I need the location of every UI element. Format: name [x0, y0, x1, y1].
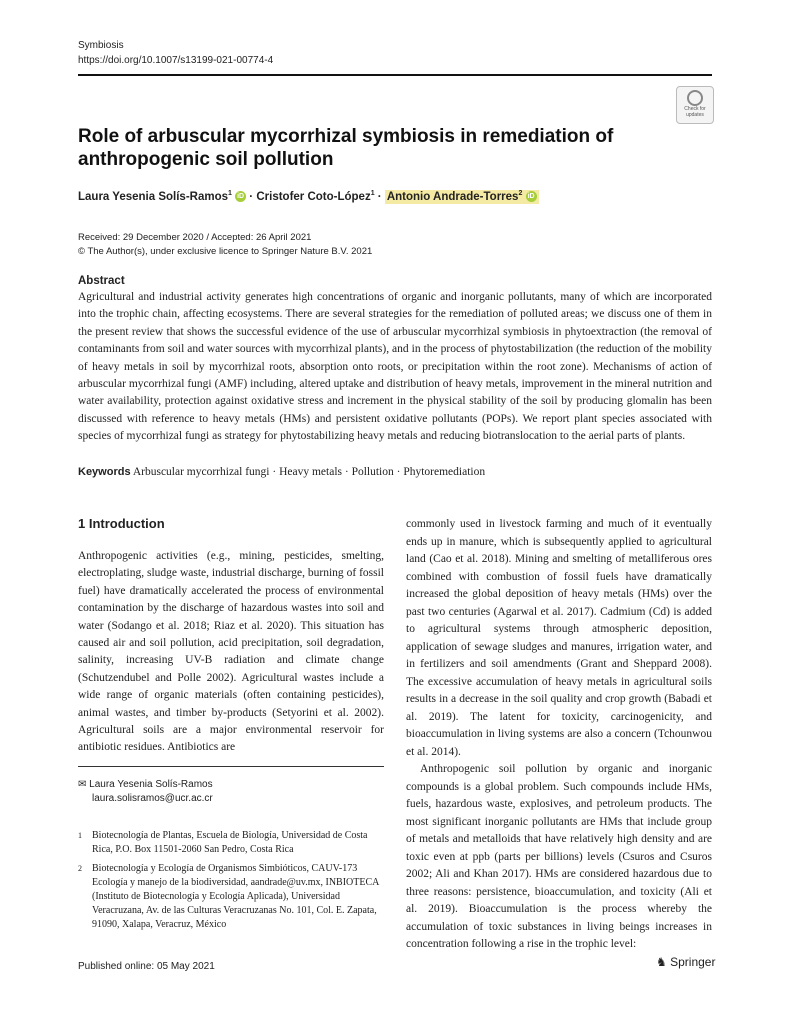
header-rule — [78, 74, 712, 76]
section-heading-introduction: 1 Introduction — [78, 516, 165, 531]
affiliation-1 — [78, 829, 384, 857]
check-for-updates-button[interactable] — [676, 86, 714, 124]
orcid-icon[interactable]: iD — [237, 193, 245, 201]
affiliation-text: Biotecnología de Plantas, Escuela de Biología, Universidad de Costa Rica, P.O. Box 11501-2060 San Pedro, Costa Rica — [92, 830, 368, 855]
envelope-icon: ✉ — [78, 779, 87, 790]
received-accepted-dates: Received: 29 December 2020 / Accepted: 26 April 2021 — [78, 232, 312, 243]
author-affiliation-number: 1 — [228, 190, 232, 197]
author-highlighted[interactable] — [385, 190, 539, 204]
author-affiliation-number: 1 — [370, 190, 375, 197]
corresponding-name: Laura Yesenia Solís-Ramos — [89, 779, 213, 790]
publisher-logo — [656, 955, 715, 969]
affiliation-text: Biotecnología y Ecología de Organismos Simbióticos, CAUV-173 Ecología y manejo de la biodiversidad, aandrade@uv.mx, INBIOTECA (Instituto de Biotecnología y Ecología Aplicada), Universidad Veracruzana, Av. de las Culturas Veracruzanas No. 101, Col. E. Zapata, 91090, Xalapa, Veracruz, México — [92, 863, 379, 930]
corresponding-email[interactable]: laura.solisramos@ucr.ac.cr — [92, 793, 213, 804]
check-updates-icon — [687, 90, 703, 106]
author-name[interactable]: Laura Yesenia Solís-Ramos — [78, 190, 228, 203]
right-column-text — [406, 516, 712, 954]
footnote-rule — [78, 766, 384, 767]
author-name: Antonio Andrade-Torres — [386, 190, 519, 203]
author-affiliation-number: 2 — [518, 190, 523, 197]
corresponding-author — [78, 778, 213, 806]
doi-link[interactable]: https://doi.org/10.1007/s13199-021-00774-4 — [78, 55, 274, 66]
paragraph: Anthropogenic soil pollution by organic and inorganic compounds is a global problem. Such compounds include HMs, fuels, hazardous waste, explosives, and petroleum products. The most significant inorganic pollutants are HMs that include group of metals and metalloids that have relatively high density and are toxic even at ppb (parts per billions) levels (Csuros and Csuros 2002; Ali and Khan 2017). HMs are considered hazardous due to three reasons: persistence, bioaccumulation, and toxicity (Ali et al. 2019). Bioaccumulation is the process whereby the accumulation of toxic substances in living beings increases in concentration following a rise in the trophic level: — [406, 763, 712, 950]
journal-name: Symbiosis — [78, 40, 124, 51]
springer-horse-icon: ♞ — [656, 955, 667, 969]
paragraph: commonly used in livestock farming and much of it eventually ends up in manure, which is subsequently applied to agricultural land (Cao et al. 2018). Mining and smelting of metalliferous ores combined with combustion of fossil fuels have dramatically increased the global deposition of heavy metals (HMs) over the past two centuries (Agarwal et al. 2017). Cadmium (Cd) is added to agricultural systems through atmospheric deposition, application of sewage sludges and manures, irrigation water, and in fertilizers and soil amendments (Grant and Sheppard 2008). The excessive accumulation of heavy metals in agricultural soils results in a decrease in the soil quality and crop growth (Babadi et al. 2019). The latent for toxicity, carcinogenicity, and bioaccumulation in living systems are also a concern (Tchounwou et al. 2014). — [406, 518, 712, 758]
left-column-text — [78, 548, 384, 757]
abstract-text: Agricultural and industrial activity generates high concentrations of organic and inorganic pollutants, many of which are incorporated into the trophic chain, affecting ecosystems. There are several strategies for the remediation of polluted areas; we discuss one of them in the present review that shows the successful evidence of the use of arbuscular mycorrhizal symbiosis in phytoextraction (the removal of contaminants from soil and water sources with mycorrhizal plants), and in the process of phytostabilization (the reduction of the mobility of heavy metals in soil by mycorrhizal roots, absorption onto roots, or precipitation within the root zone). Mechanisms of action of arbuscular mycorrhizal fungi (AMF) including, altered uptake and distribution of heavy metals, improvement in the mineral nutrition and water availability, protection against oxidative stress and increment in the physical stability of the soil by producing glomalin has been discussed with reference to heavy metals (HMs) and persistent oxidative pollutants (POPs). We report plant species associated with species of mycorrhizal fungi as strategy for phytostabilizing heavy metals and reducing biotranslocation to the aerial parts of plants. — [78, 291, 712, 443]
affiliation-number: 2 — [78, 864, 82, 873]
copyright-licence: © The Author(s), under exclusive licence to Springer Nature B.V. 2021 — [78, 246, 373, 257]
keywords — [78, 466, 712, 478]
abstract-heading: Abstract — [78, 275, 125, 287]
affiliation-number: 1 — [78, 831, 82, 840]
article-title: Role of arbuscular mycorrhizal symbiosis in remediation of anthropogenic soil pollution — [78, 126, 614, 170]
orcid-icon[interactable]: iD — [527, 193, 535, 201]
keywords-list: Arbuscular mycorrhizal fungi · Heavy metals · Pollution · Phytoremediation — [132, 466, 486, 478]
affiliation-2 — [78, 862, 384, 932]
author-name[interactable]: Cristofer Coto-López — [256, 190, 371, 203]
keywords-label: Keywords — [78, 466, 131, 478]
check-updates-line1: Check for — [684, 106, 706, 112]
paragraph: Anthropogenic activities (e.g., mining, pesticides, smelting, electroplating, sludge waste, industrial discharge, burning of fossil fuel) have dramatically accelerated the process of environmental contamination by the discharge of hazardous wastes into soil and water (Sodango et al. 2018; Riaz et al. 2020). This situation has caused air and soil pollution, acid precipitation, soil degradation, salinity, increasing UV-B radiation and climate change (Schutzendubel and Polle 2002). Agricultural wastes include a wide range of organic materials (often containing pesticides), animal wastes, and timber by-products (Setyorini et al. 2002). Agricultural soils are a major environmental reservoir for antibiotic residues. Antibiotics are — [78, 550, 384, 754]
check-updates-line2: updates — [686, 112, 704, 118]
published-date: Published online: 05 May 2021 — [78, 961, 215, 972]
publisher-name: Springer — [670, 955, 716, 969]
author-list: Laura Yesenia Solís-Ramos$^1$ iD · Cristofer Coto-López$^1$ · Antonio Andrade-Torres$^2$ iD — [78, 190, 539, 203]
